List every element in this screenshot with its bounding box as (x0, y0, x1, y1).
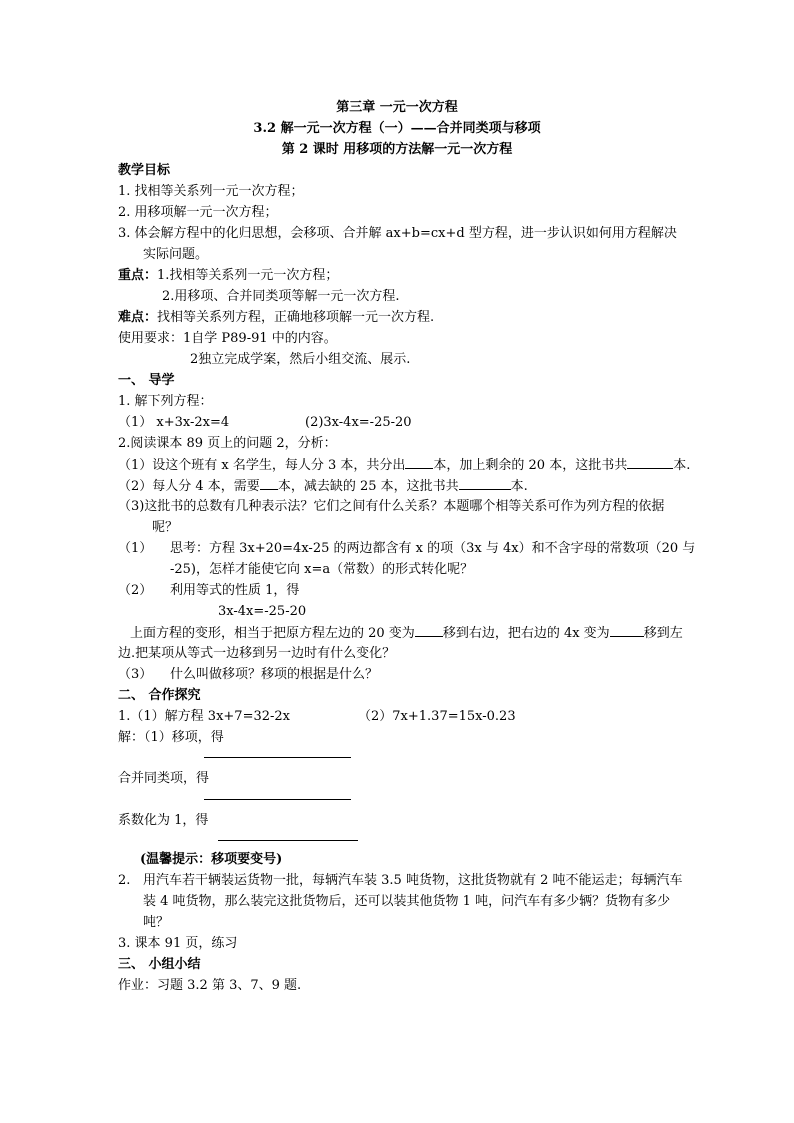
analysis-3: （3)这批书的总数有几种表示法？它们之间有什么关系？本题哪个相等关系可作为列方程的依据 (118, 499, 665, 514)
part1-q2: 2.阅读课本 89 页上的问题 2，分析： (118, 436, 337, 451)
tip-text: (温馨提示：移项要变号) (140, 852, 283, 867)
property-text: 利用等式的性质 1，得 (170, 583, 300, 598)
problem-1a: 1.（1）解方程 3x+7=32-2x (118, 709, 291, 724)
transform-paragraph-cont: 边.把某项从等式一边移到另一边时有什么变化？ (118, 646, 396, 661)
analysis-1: （1）设这个班有 x 名学生，每人分 3 本，共分出 本，加上剩余的 20 本，这批书共 本. (118, 458, 691, 473)
answer-blank[interactable] (627, 456, 673, 469)
equation-2: (2)3x-4x=-25-20 (305, 415, 412, 430)
usage-line-2: 2独立完成学案，然后小组交流、展示. (190, 352, 411, 367)
think-text-cont: -25)，怎样才能使它向 x=a（常数）的形式转化呢？ (170, 562, 474, 577)
answer-blank[interactable] (610, 624, 644, 637)
lesson-title: 第 2 课时 用移项的方法解一元一次方程 (281, 142, 513, 157)
answer-line[interactable] (218, 840, 358, 841)
usage-line-1: 使用要求：1自学 P89-91 中的内容。 (118, 331, 337, 346)
part2-heading: 二、 合作探究 (118, 688, 201, 703)
problem-2-text: 用汽车若干辆装运货物一批，每辆汽车装 3.5 吨货物，这批货物就有 2 吨不能运走；每辆汽车 (143, 873, 683, 888)
keypoints-line (118, 267, 338, 284)
chapter-title: 第三章 一元一次方程 (336, 100, 458, 115)
difficulty-line (118, 309, 434, 326)
objectives-heading: 教学目标 (118, 163, 171, 178)
difficulty-text: 找相等关系列方程，正确地移项解一元一次方程. (157, 310, 435, 325)
solution-step-2: 合并同类项，得 (118, 771, 210, 786)
homework-line: 作业：习题 3.2 第 3、7、9 题. (118, 978, 302, 993)
think-text: 思考：方程 3x+20=4x-25 的两边都含有 x 的项（3x 与 4x）和不含字母的常数项（20 与 (170, 541, 696, 556)
problem-3: 3. 课本 91 页，练习 (118, 936, 238, 951)
problem-1b: （2）7x+1.37=15x-0.23 (358, 709, 516, 724)
part1-heading: 一、 导学 (118, 373, 175, 388)
problem-2-text-cont: 装 4 吨货物，那么装完这批货物后，还可以装其他货物 1 吨，问汽车有多少辆？货物有多少 (143, 894, 671, 909)
difficulty-label: 难点： (118, 310, 158, 325)
answer-blank[interactable] (459, 477, 511, 490)
keypoints-line-2: 2.用移项、合并同类项等解一元一次方程. (162, 289, 400, 304)
answer-line[interactable] (204, 757, 351, 758)
objective-item: 1. 找相等关系列一元一次方程； (118, 184, 304, 199)
analysis-3-cont: 呢？ (152, 520, 179, 535)
section-title: 3.2 解一元一次方程（一）——合并同类项与移项 (253, 121, 541, 136)
answer-blank[interactable] (260, 477, 278, 490)
problem-2-text-end: 吨？ (143, 915, 170, 930)
objective-item: 2. 用移项解一元一次方程； (118, 205, 278, 220)
property-number: （2） (118, 583, 153, 598)
question-text: 什么叫做移项？移项的根据是什么？ (170, 667, 379, 682)
answer-line[interactable] (204, 799, 351, 800)
answer-blank[interactable] (415, 624, 443, 637)
objective-item-cont: 实际问题。 (143, 247, 209, 262)
solution-step-1: 解：（1）移项，得 (118, 730, 224, 745)
part1-q1: 1. 解下列方程： (118, 394, 213, 409)
question-number: （3） (118, 667, 153, 682)
keypoints-label: 重点： (118, 268, 158, 283)
answer-blank[interactable] (405, 456, 433, 469)
objective-item: 3. 体会解方程中的化归思想，会移项、合并解 ax+b=cx+d 型方程，进一步认识如何用方程解决 (118, 226, 677, 241)
property-equation: 3x-4x=-25-20 (218, 604, 307, 619)
equation-1: （1） x+3x-2x=4 (118, 415, 230, 430)
think-number: （1） (118, 541, 153, 556)
part3-heading: 三、 小组小结 (118, 957, 201, 972)
transform-paragraph: 上面方程的变形，相当于把原方程左边的 20 变为 移到右边，把右边的 4x 变为 移到左 (130, 626, 683, 641)
analysis-2: （2）每人分 4 本，需要 本，减去缺的 25 本，这批书共 本. (118, 479, 528, 494)
solution-step-3: 系数化为 1，得 (118, 813, 209, 828)
keypoints-text: 1.找相等关系列一元一次方程； (157, 268, 339, 283)
problem-2-number: 2. (118, 873, 131, 888)
